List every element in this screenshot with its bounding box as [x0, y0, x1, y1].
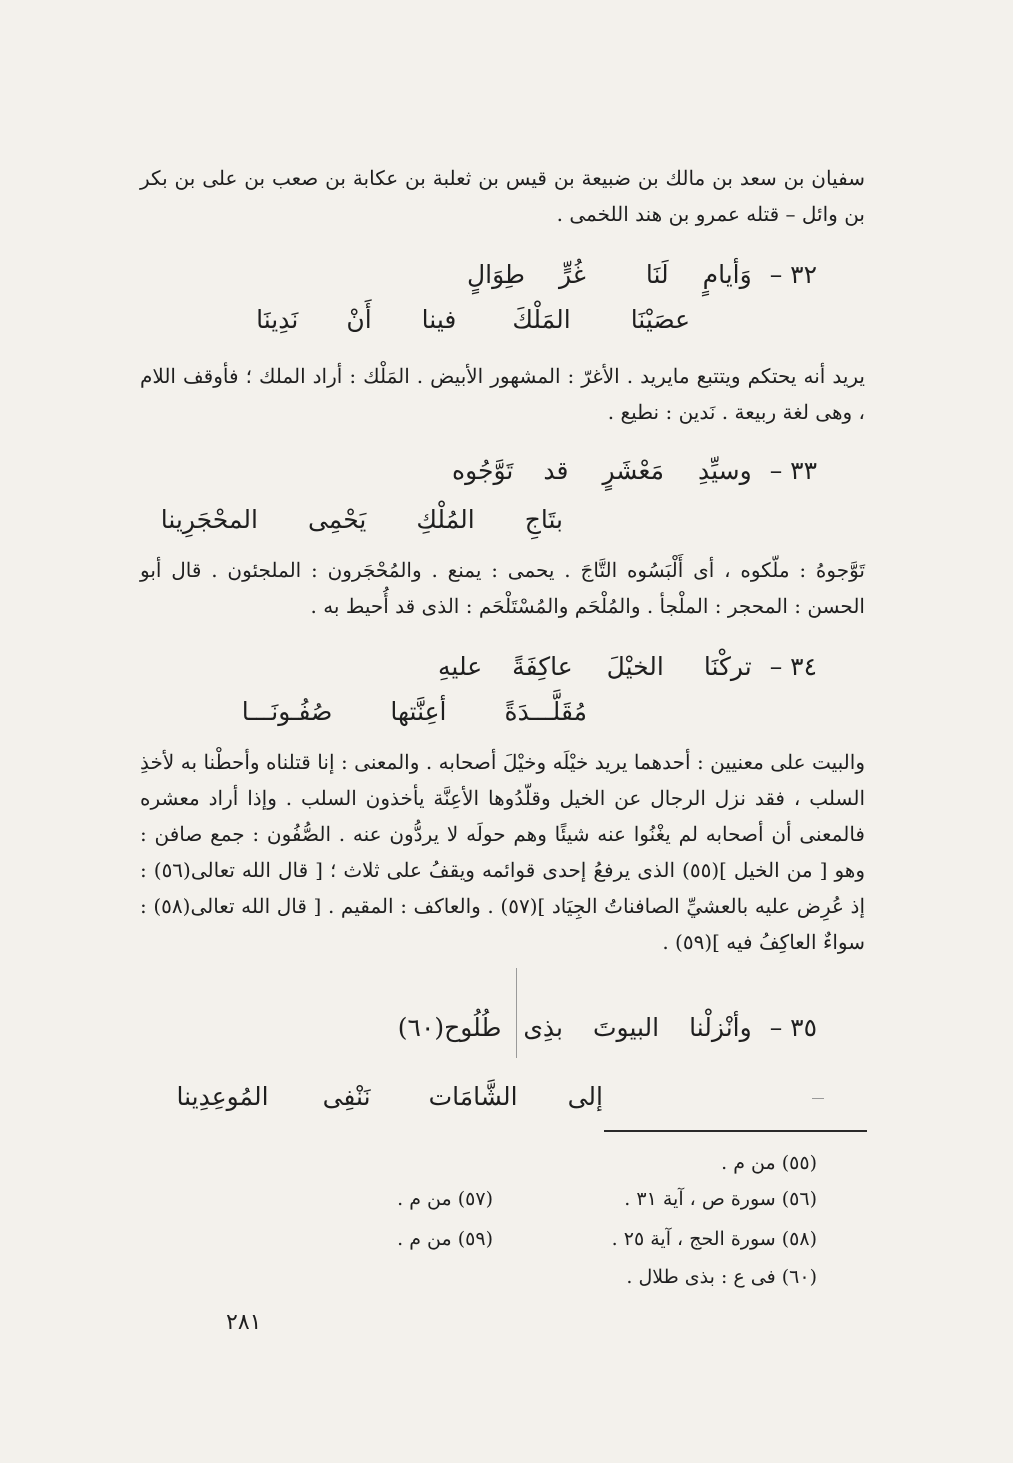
- verse-33-second-hemistich: [161, 497, 563, 541]
- verse-word: عاكِفَةً: [512, 651, 573, 681]
- footnote-separator: [604, 1130, 867, 1132]
- verse-number: ٣٤ –: [769, 651, 817, 681]
- commentary-paragraph: تَوَّجوهُ : ملّكوه ، أى أَلْبَسُوه التَّاجَ . يحمى : يمنع . والمُحْجَرون : الملجئون . قال أبو الحسن : المحجر : الملْجأ . والمُلْحَم والمُسْتَلْحَم : الذى قد أُحيط به .: [140, 558, 865, 618]
- verse-word: أَنْ: [346, 304, 372, 334]
- verse-word: تركْنَا: [703, 651, 752, 681]
- verse-word: أعِنَّتها: [390, 696, 447, 726]
- verse-word: وَأيامٍ: [702, 259, 752, 289]
- commentary-paragraph: يريد أنه يحتكم ويتتبع مايريد . الأغرّ : المشهور الأبيض . المَلْك : أراد الملك ؛ فأوقف اللام ، وهى لغة ربيعة . نَدين : نطيع .: [140, 364, 865, 424]
- verse-number: ٣٥ –: [769, 1012, 817, 1042]
- verse-word: فينا: [421, 304, 457, 334]
- verse-word: صُفُـونَـــا: [241, 696, 333, 726]
- footnote-56: (٥٦) سورة ص ، آية ٣١ .: [624, 1188, 817, 1210]
- verse-word: الخيْلَ: [606, 651, 664, 681]
- verse-word: طُلُوح(٦٠): [397, 1012, 502, 1042]
- footnote-55: (٥٥) من م .: [721, 1152, 817, 1174]
- verse-32-second-hemistich: [256, 297, 690, 341]
- intro-paragraph: سفيان بن سعد بن مالك بن ضبيعة بن قيس بن ثعلبة بن عكابة بن صعب بن على بن بكر بن وائل – قتله عمرو بن هند اللخمى .: [140, 166, 865, 226]
- verse-word: عليهِ: [438, 651, 483, 681]
- page-number: ٢٨١: [226, 1310, 262, 1335]
- verse-word: إلى: [567, 1081, 603, 1111]
- verse-word: قد: [543, 455, 569, 485]
- verse-word: المُوعِدِينا: [176, 1081, 269, 1111]
- verse-number: ٣٣ –: [769, 455, 817, 485]
- verse-word: المحْجَرِينا: [160, 504, 258, 534]
- verse-34-first-hemistich: [438, 644, 817, 688]
- footnote-57: (٥٧) من م .: [397, 1188, 493, 1210]
- verse-word: مَعْشَرٍ: [602, 455, 664, 485]
- dash-mark: [812, 1098, 824, 1099]
- verse-word: عصَيْنَا: [630, 304, 690, 334]
- verse-word: لَنَا: [645, 259, 669, 289]
- verse-word: البيوتَ: [593, 1012, 660, 1042]
- verse-35-first-hemistich: [398, 1005, 817, 1049]
- verse-word: الشَّامَات: [428, 1081, 518, 1111]
- verse-word: غُرٍّ: [558, 259, 586, 289]
- verse-34-second-hemistich: [242, 689, 587, 733]
- verse-word: نَنْفِى: [322, 1081, 371, 1111]
- verse-word: يَحْمِى: [307, 504, 367, 534]
- verse-35-second-hemistich: [176, 1074, 603, 1118]
- verse-word: نَدِينَا: [256, 304, 299, 334]
- verse-word: تَوَّجُوه: [452, 455, 514, 485]
- footnote-59: (٥٩) من م .: [397, 1228, 493, 1250]
- verse-word: المُلْكِ: [416, 504, 475, 534]
- verse-word: طِوَالٍ: [467, 259, 525, 289]
- commentary-paragraph: والبيت على معنيين : أحدهما يريد خيْلَه وخيْلَ أصحابه . والمعنى : إنا قتلناه وأحطْنا به لأخذِ السلب ، فقد نزل الرجال عن الخيل وقلّدُوها الأعِنَّة يأخذون السلب . وإذا أراد معشره فالمعنى أن أصحابه لم يغْنُوا عنه شيئًا وهم حولَه لا يردُّون عنه . الصُّفُون : جمع صافن : وهو [ من الخيل ](٥٥) الذى يرفعُ إحدى قوائمه ويقفُ على ثلاث ؛ [ قال الله تعالى(٥٦) : إذ عُرِض عليه بالعشيِّ الصافناتُ الجِيَاد ](٥٧) . والعاكف : المقيم . [ قال الله تعالى(٥٨) : سواءٌ العاكِفُ فيه ](٥٩) .: [140, 750, 865, 954]
- verse-33-first-hemistich: [452, 448, 817, 492]
- verse-word: وسيِّدِ: [698, 455, 752, 485]
- verse-32-first-hemistich: [467, 252, 817, 296]
- verse-number: ٣٢ –: [769, 259, 817, 289]
- verse-word: المَلْكَ: [512, 304, 571, 334]
- verse-word: بتَاجِ: [524, 504, 563, 534]
- verse-word: بذِى: [523, 1012, 564, 1042]
- verse-word: وأنْزلْنا: [689, 1012, 752, 1042]
- footnote-60: (٦٠) فى ع : بذى طلال .: [626, 1266, 817, 1288]
- verse-word: مُقَلَّـــدَةً: [504, 696, 587, 726]
- footnote-58: (٥٨) سورة الحج ، آية ٢٥ .: [611, 1228, 817, 1250]
